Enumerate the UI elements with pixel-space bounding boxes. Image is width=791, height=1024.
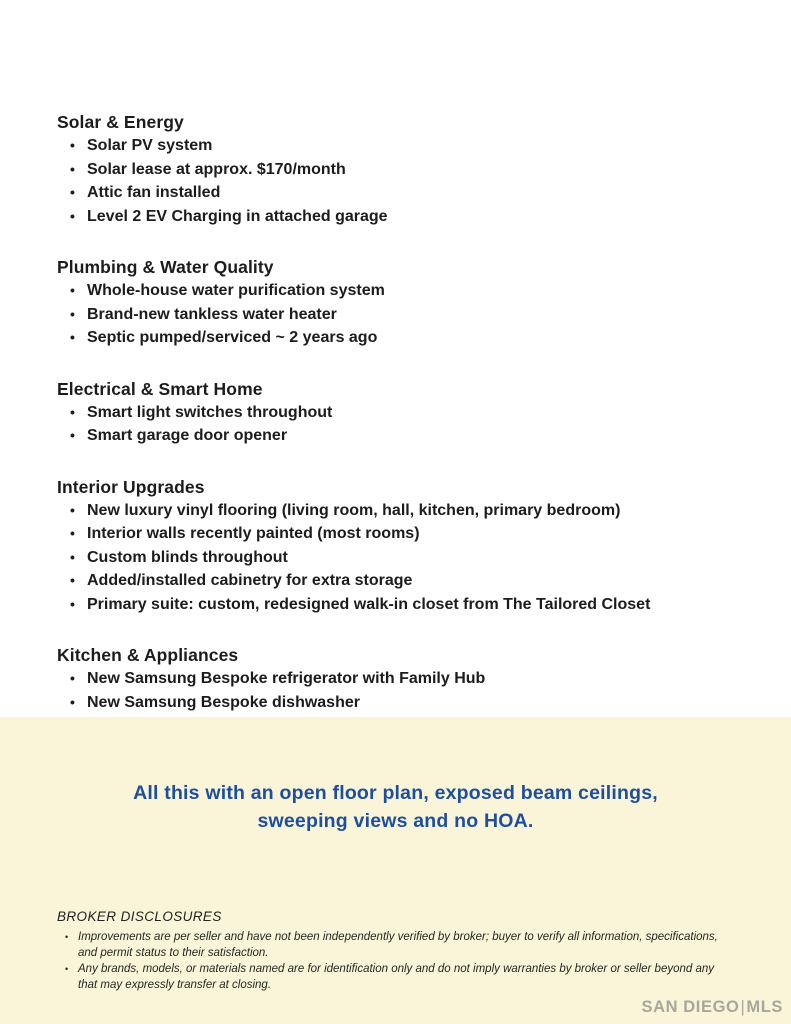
- feature-item-text: Attic fan installed: [87, 184, 221, 201]
- feature-item-text: New luxury vinyl flooring (living room, hall, kitchen, primary bedroom): [87, 501, 621, 519]
- feature-item-text: Solar lease at approx. $170/month: [87, 160, 346, 178]
- section-heading: Electrical & Smart Home: [57, 378, 263, 399]
- feature-item-text: New Samsung Bespoke dishwasher: [87, 693, 360, 711]
- bullet-icon: •: [70, 572, 75, 588]
- feature-item: [70, 593, 781, 617]
- watermark-suffix: MLS: [746, 998, 783, 1016]
- banner-headline-line-1: All this with an open floor plan, exposed beam ceilings,: [133, 782, 658, 804]
- feature-item-text: Primary suite: custom, redesigned walk-in closet from The Tailored Closet: [87, 595, 651, 613]
- feature-item: [70, 691, 781, 715]
- feature-item-text: Brand-new tankless water heater: [87, 305, 337, 323]
- bullet-icon: •: [65, 964, 69, 974]
- bullet-icon: •: [70, 329, 75, 345]
- feature-item: [70, 522, 781, 546]
- section-heading: Solar & Energy: [57, 112, 184, 132]
- feature-item: [70, 205, 781, 229]
- feature-item: [70, 326, 781, 350]
- feature-item-text: Interior walls recently painted (most rooms): [87, 525, 420, 542]
- disclosure-item-text: Improvements are per seller and have not been independently verified by broker; buyer to verify all information, specifications, and permit status to their satisfaction.: [78, 931, 718, 959]
- bullet-icon: •: [70, 595, 75, 612]
- bullet-icon: •: [65, 932, 69, 942]
- section-item-list: [57, 401, 781, 448]
- section-item-list: [57, 667, 781, 714]
- feature-item: [70, 499, 781, 523]
- banner-headline-line-2: sweeping views and no HOA.: [257, 810, 534, 832]
- feature-item-text: Smart light switches throughout: [87, 403, 333, 421]
- feature-section: [57, 256, 781, 350]
- bullet-icon: •: [70, 305, 75, 322]
- feature-section: [57, 476, 781, 617]
- bullet-icon: •: [70, 427, 75, 443]
- bullet-icon: •: [70, 501, 75, 518]
- feature-item: [70, 279, 781, 303]
- bullet-icon: •: [70, 207, 75, 224]
- feature-item: [70, 134, 781, 158]
- broker-disclosures: [57, 909, 791, 993]
- feature-item: [70, 158, 781, 182]
- feature-item-text: Level 2 EV Charging in attached garage: [87, 207, 388, 225]
- bullet-icon: •: [70, 525, 75, 541]
- feature-item: [70, 424, 781, 448]
- feature-item: [70, 181, 781, 205]
- bullet-icon: •: [70, 693, 75, 710]
- section-item-list: [57, 279, 781, 350]
- bullet-icon: •: [70, 137, 75, 153]
- bullet-icon: •: [70, 403, 75, 420]
- feature-item-text: Septic pumped/serviced ~ 2 years ago: [87, 329, 378, 346]
- feature-item-text: Added/installed cabinetry for extra storage: [87, 572, 413, 589]
- bullet-icon: •: [70, 160, 75, 177]
- section-item-list: [57, 134, 781, 228]
- disclosure-item: [65, 930, 791, 961]
- bullet-icon: •: [70, 548, 75, 565]
- watermark-brand: SAN DIEGO: [641, 998, 740, 1016]
- feature-section: [57, 644, 781, 714]
- section-heading: Plumbing & Water Quality: [57, 257, 274, 277]
- disclosure-item: [65, 962, 791, 993]
- banner-headline: [30, 779, 761, 835]
- feature-section: [57, 111, 781, 228]
- feature-item: [70, 569, 781, 593]
- feature-item: [70, 401, 781, 425]
- feature-item: [70, 667, 781, 691]
- feature-item-text: New Samsung Bespoke refrigerator with Family Hub: [87, 670, 486, 687]
- bullet-icon: •: [70, 184, 75, 200]
- bullet-icon: •: [70, 670, 75, 686]
- bullet-icon: •: [70, 282, 75, 298]
- feature-item-text: Solar PV system: [87, 137, 213, 154]
- feature-section: [57, 378, 781, 448]
- highlight-banner: [0, 717, 791, 1024]
- feature-item-text: Whole-house water purification system: [87, 282, 385, 299]
- section-item-list: [57, 499, 781, 617]
- watermark-divider: |: [740, 998, 746, 1016]
- section-heading: Interior Upgrades: [57, 476, 205, 497]
- feature-item: [70, 546, 781, 570]
- feature-item-text: Smart garage door opener: [87, 427, 288, 444]
- feature-item-text: Custom blinds throughout: [87, 548, 288, 566]
- disclosure-item-text: Any brands, models, or materials named are for identification only and do not imply warranties by broker or seller beyond any that may expressly transfer at closing.: [78, 963, 715, 991]
- mls-watermark-logo: [641, 998, 783, 1017]
- feature-sections: [57, 111, 781, 714]
- disclosure-list: [57, 930, 791, 993]
- feature-item: [70, 303, 781, 327]
- broker-disclosures-title: BROKER DISCLOSURES: [57, 909, 222, 924]
- section-heading: Kitchen & Appliances: [57, 645, 239, 665]
